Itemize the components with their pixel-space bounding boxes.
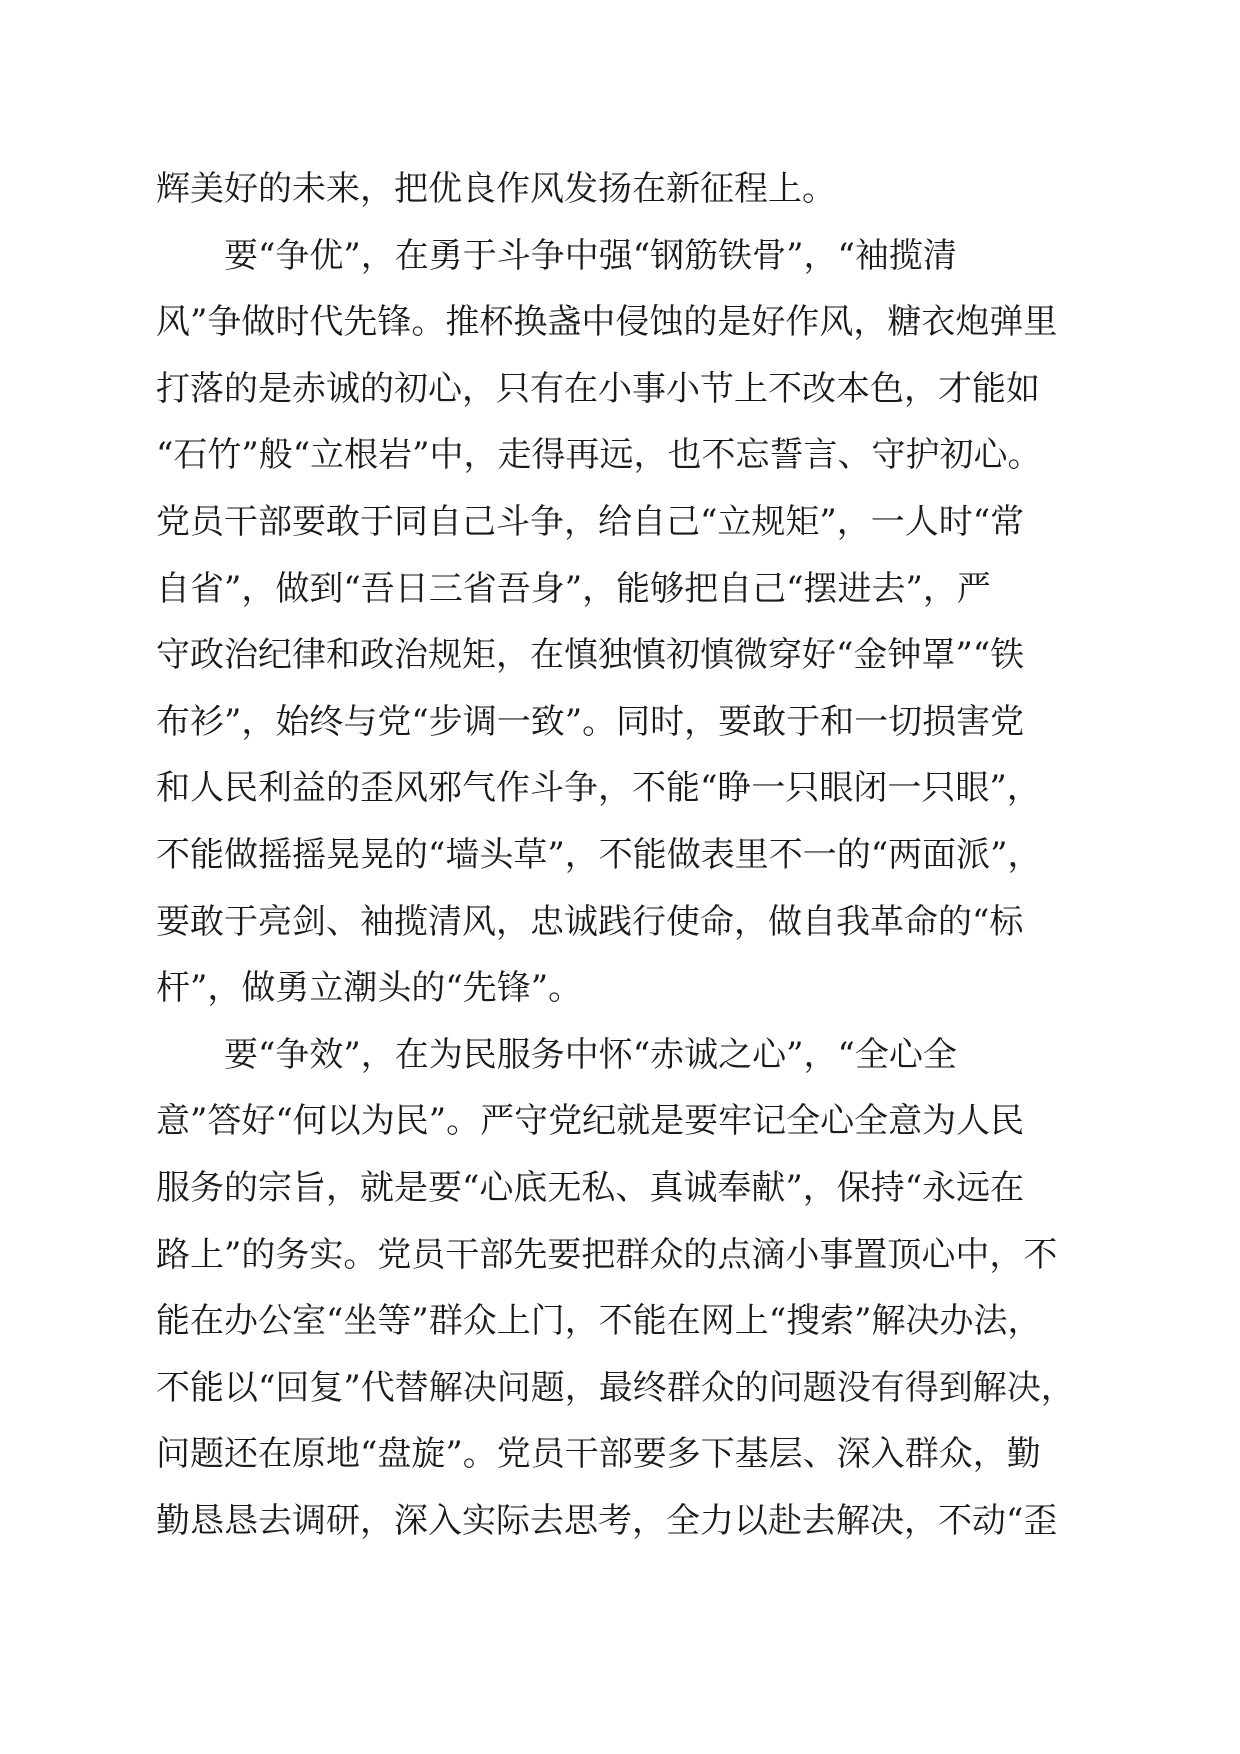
text-line: 问题还在原地“盘旋”。党员干部要多下基层、深入群众，勤 [156, 1434, 1041, 1475]
text-line: 自省”，做到“吾日三省吾身”，能够把自己“摆进去”，严 [156, 568, 991, 609]
text-line: 要敢于亮剑、袖揽清风，忠诚践行使命，做自我革命的“标 [156, 901, 1024, 942]
text-line: 路上”的务实。党员干部先要把群众的点滴小事置顶心中，不 [156, 1234, 1058, 1275]
text-line: 和人民利益的歪风邪气作斗争，不能“睁一只眼闭一只眼”， [156, 768, 1041, 809]
text-line: 辉美好的未来，把优良作风发扬在新征程上。 [156, 169, 836, 209]
paragraph-start-line: 要“争优”，在勇于斗争中强“钢筋铁骨”，“袖揽清 [224, 235, 957, 276]
text-line: 布衫”，始终与党“步调一致”。同时，要敢于和一切损害党 [156, 701, 1025, 742]
text-line: 服务的宗旨，就是要“心底无私、真诚奉献”，保持“永远在 [156, 1167, 1025, 1208]
text-line: 能在办公室“坐等”群众上门，不能在网上“搜索”解决办法， [156, 1301, 1042, 1342]
text-line: 守政治纪律和政治规矩，在慎独慎初慎微穿好“金钟罩”“铁 [156, 635, 1025, 676]
body-text [156, 156, 1086, 1554]
text-line: 勤恳恳去调研，深入实际去思考，全力以赴去解决，不动“歪 [156, 1500, 1058, 1541]
text-line: 杆”，做勇立潮头的“先锋”。 [156, 968, 583, 1009]
text-line: 风”争做时代先锋。推杯换盏中侵蚀的是好作风，糖衣炮弹里 [156, 302, 1058, 343]
text-line: “石竹”般“立根岩”中，走得再远，也不忘誓言、守护初心。 [156, 435, 1042, 476]
text-line: 党员干部要敢于同自己斗争，给自己“立规矩”，一人时“常 [156, 501, 1025, 542]
paragraph-start-line: 要“争效”，在为民服务中怀“赤诚之心”，“全心全 [224, 1034, 957, 1075]
text-line: 打落的是赤诚的初心，只有在小事小节上不改本色，才能如 [156, 368, 1040, 409]
text-line: 不能以“回复”代替解决问题，最终群众的问题没有得到解决， [156, 1367, 1075, 1408]
text-line: 意”答好“何以为民”。严守党纪就是要牢记全心全意为人民 [156, 1101, 1025, 1142]
text-line: 不能做摇摇晃晃的“墙头草”，不能做表里不一的“两面派”， [156, 834, 1042, 875]
